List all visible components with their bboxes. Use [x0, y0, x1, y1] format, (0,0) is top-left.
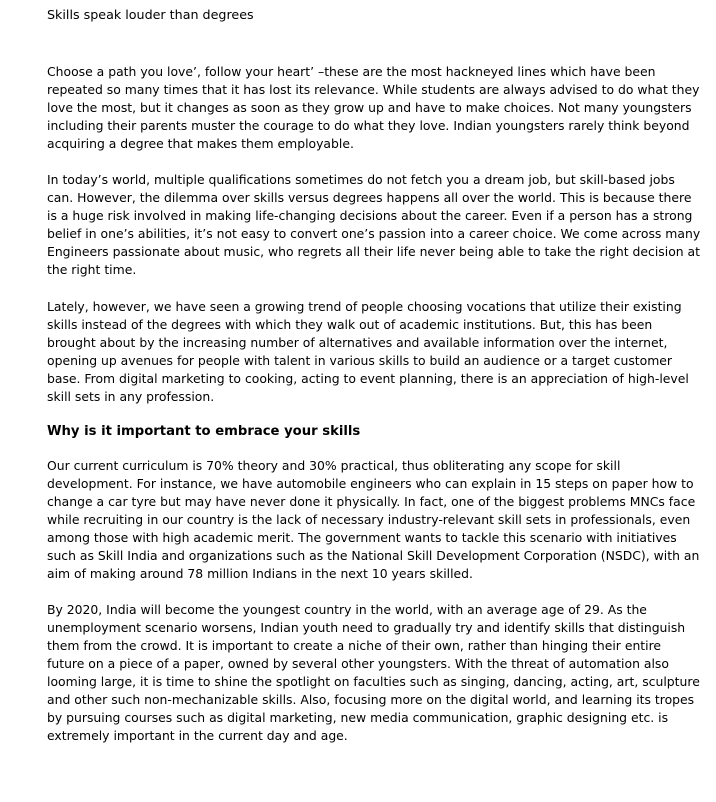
document-page	[47, 0, 702, 746]
paragraph-section-2: By 2020, India will become the youngest country in the world, with an average age of 29. As the unemployment scenario worsens, Indian youth need to gradually try and identify skills that distinguish them from the crowd. It is important to create a niche of their own, rather than hinging their entire future on a piece of a paper, owned by several other youngsters. With the threat of automation also looming large, it is time to shine the spotlight on faculties such as singing, dancing, acting, art, sculpture and other such non-mechanizable skills. Also, focusing more on the digital world, and learning its tropes by pursuing courses such as digital marketing, new media communication, graphic designing etc. is extremely important in the current day and age.	[47, 602, 700, 744]
paragraph-intro-3: Lately, however, we have seen a growing trend of people choosing vocations that utilize their existing skills instead of the degrees with which they walk out of academic institutions. But, this has been brought about by the increasing number of alternatives and available information over the internet, opening up avenues for people with talent in various skills to build an audience or a target customer base. From digital marketing to cooking, acting to event planning, there is an appreciation of high-level skill sets in any profession.	[47, 298, 689, 404]
section-heading: Why is it important to embrace your skills	[47, 423, 361, 439]
paragraph-intro-2: In today’s world, multiple qualifications sometimes do not fetch you a dream job, but skill-based jobs can. However, the dilemma over skills versus degrees happens all over the world. This is because there is a huge risk involved in making life-changing decisions about the career. Even if a person has a strong belief in one’s abilities, it’s not easy to convert one’s passion into a career choice. We come across many Engineers passionate about music, who regrets all their life never being able to take the right decision at the right time.	[47, 172, 701, 278]
paragraph-intro-1: Choose a path you love’, follow your heart’ –these are the most hackneyed lines which have been repeated so many times that it has lost its relevance. While students are always advised to do what they love the most, but it changes as soon as they grow up and have to make choices. Not many youngsters including their parents muster the courage to do what they love. Indian youngsters rarely think beyond acquiring a degree that makes them employable.	[47, 64, 700, 152]
paragraph-section-1: Our current curriculum is 70% theory and 30% practical, thus obliterating any scope for skill development. For instance, we have automobile engineers who can explain in 15 steps on paper how to change a car tyre but may have never done it physically. In fact, one of the biggest problems MNCs face while recruiting in our country is the lack of necessary industry-relevant skill sets in professionals, even among those with high academic merit. The government wants to tackle this scenario with initiatives such as Skill India and organizations such as the National Skill Development Corporation (NSDC), with an aim of making around 78 million Indians in the next 10 years skilled.	[47, 457, 700, 582]
document-title: Skills speak louder than degrees	[47, 7, 254, 22]
